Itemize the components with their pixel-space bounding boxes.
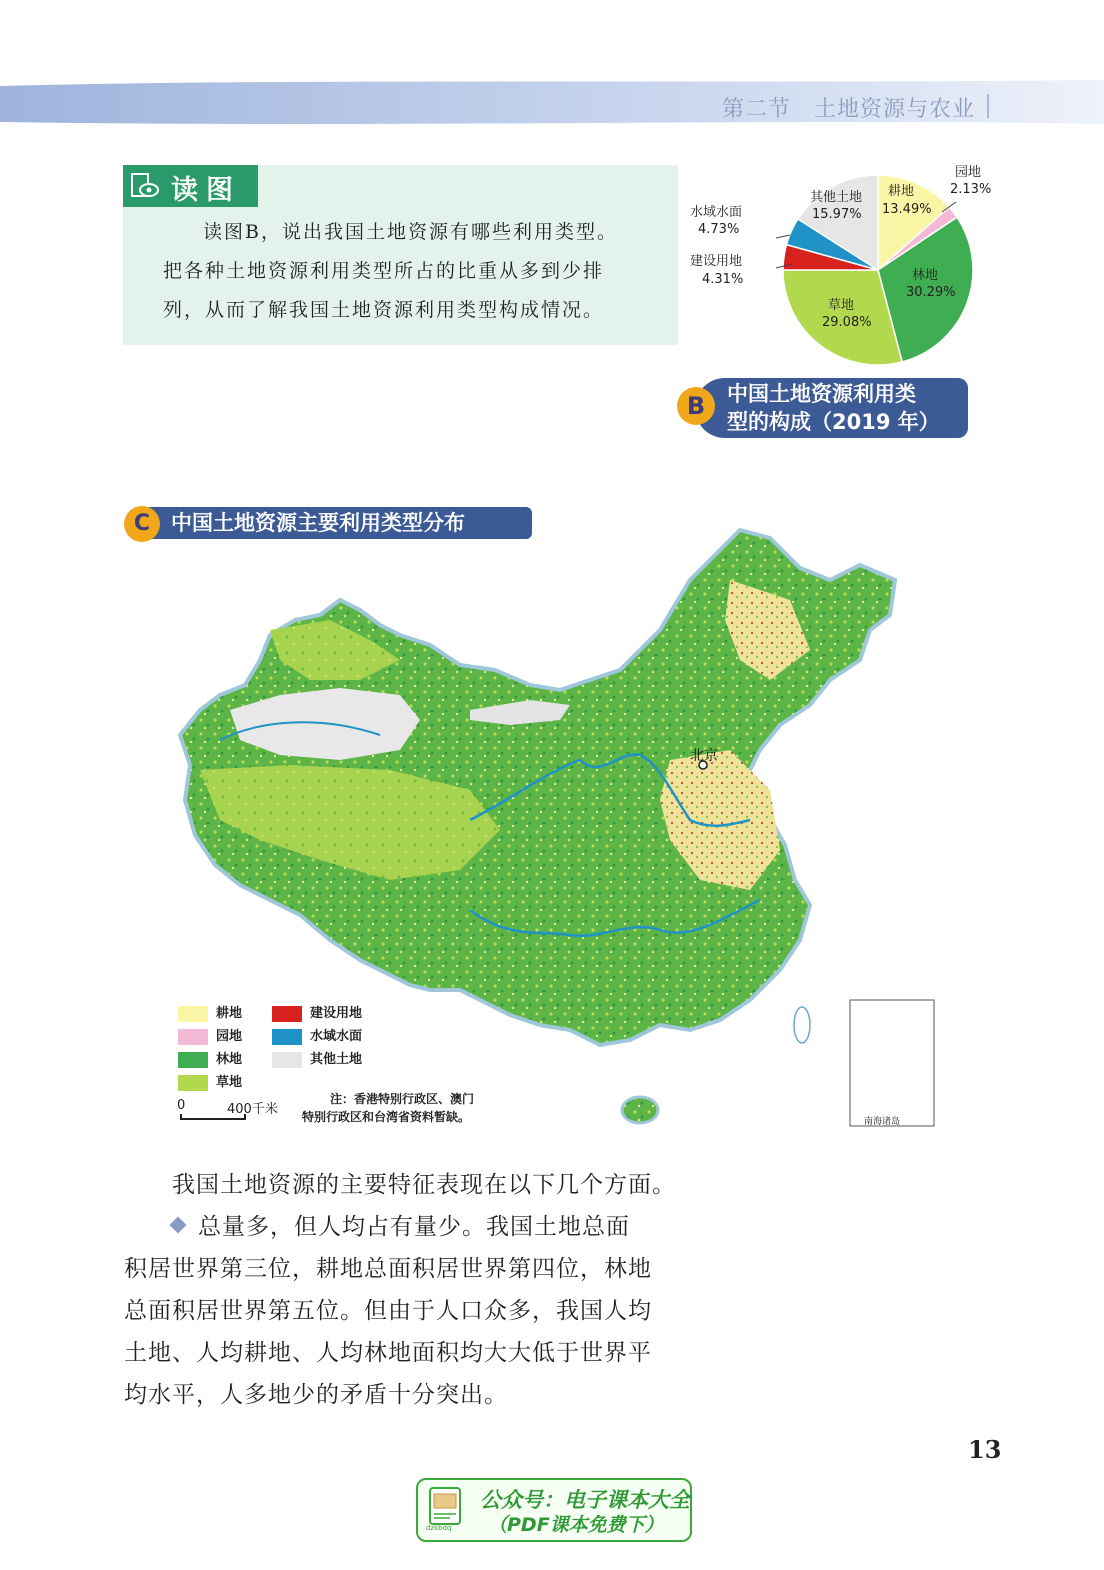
- pie-label-grass-value: 29.08%: [822, 315, 872, 330]
- read-instruction-line: 把各种土地资源利用类型所占的比重从多到少排: [163, 260, 605, 282]
- legend-swatch: [178, 1006, 208, 1022]
- body-point-lead: [172, 1208, 630, 1241]
- body-line: 总面积居世界第五位。但由于人口众多，我国人均: [124, 1298, 652, 1324]
- pie-label-water-value: 4.73%: [698, 222, 740, 237]
- read-instruction-line: 列，从而了解我国土地资源利用类型构成情况。: [163, 299, 605, 321]
- figure-b-caption-line1: 中国土地资源利用类: [727, 382, 916, 406]
- figure-c-letter-badge: C: [124, 506, 160, 542]
- bullet-diamond-icon: [170, 1217, 187, 1234]
- pie-label-orchard-name: 园地: [955, 165, 982, 180]
- south-china-sea-inset: [850, 1000, 934, 1126]
- south-china-sea-label: 南海诸岛: [864, 1117, 901, 1127]
- body-line: 均水平，人多地少的矛盾十分突出。: [124, 1382, 508, 1408]
- legend-swatch: [272, 1006, 302, 1022]
- pie-label-construction-name: 建设用地: [690, 254, 743, 269]
- stamp-line1: 公众号：电子课本大全: [480, 1488, 690, 1512]
- legend-label: 园地: [216, 1029, 243, 1044]
- figure-b-letter-badge: B: [677, 387, 715, 425]
- body-point-lead-text: 总量多，但人均占有量少。我国土地总面: [198, 1214, 630, 1240]
- legend-label: 其他土地: [310, 1052, 363, 1067]
- pie-leader-line-1: [776, 235, 790, 238]
- legend-swatch: [272, 1052, 302, 1068]
- page-number: 13: [968, 1435, 1002, 1464]
- land-use-pie-chart: [690, 160, 1000, 380]
- pie-label-forest-value: 30.29%: [906, 285, 956, 300]
- scale-distance-label: 400千米: [227, 1102, 278, 1117]
- map-note-line2: 特别行政区和台湾省资料暂缺。: [302, 1110, 471, 1124]
- stamp-line2: （PDF课本免费下）: [488, 1514, 664, 1536]
- map-scale-bar: [177, 1098, 287, 1122]
- scale-bar-line: [180, 1114, 246, 1120]
- body-line: 积居世界第三位，耕地总面积居世界第四位，林地: [124, 1256, 652, 1282]
- pie-label-other-value: 15.97%: [812, 207, 862, 222]
- pie-label-cropland-name: 耕地: [888, 184, 915, 199]
- legend-item-grassland: [178, 1073, 288, 1095]
- legend-label: 建设用地: [310, 1006, 363, 1021]
- body-line: 土地、人均耕地、人均林地面积均大大低于世界平: [124, 1340, 652, 1366]
- hainan-island: [622, 1097, 658, 1123]
- body-intro: 我国土地资源的主要特征表现在以下几个方面。: [172, 1172, 676, 1198]
- pie-label-water-name: 水域水面: [690, 205, 743, 220]
- legend-swatch: [178, 1052, 208, 1068]
- legend-swatch: [272, 1029, 302, 1045]
- wechat-account-stamp: [416, 1478, 692, 1542]
- legend-item-construction: [272, 1004, 382, 1026]
- eye-book-icon: [131, 173, 159, 199]
- pie-label-grass-name: 草地: [828, 298, 855, 313]
- taiwan-island: [794, 1007, 810, 1043]
- map-note: [302, 1090, 474, 1126]
- header-divider: [987, 94, 989, 118]
- legend-item-water: [272, 1027, 382, 1049]
- read-instruction-line: 读图B，说出我国土地资源有哪些利用类型。: [203, 221, 618, 243]
- pie-label-forest-name: 林地: [912, 268, 939, 283]
- stamp-icon-text: dzkbdq: [426, 1524, 452, 1532]
- beijing-label: 北京: [690, 748, 718, 764]
- figure-b-caption-line2: 型的构成（2019 年）: [727, 410, 940, 434]
- figure-c-caption-text: 中国土地资源主要利用类型分布: [171, 511, 465, 535]
- pie-label-other-name: 其他土地: [810, 190, 863, 205]
- legend-label: 草地: [216, 1075, 243, 1090]
- pie-label-orchard-value: 2.13%: [950, 182, 992, 197]
- legend-label: 耕地: [216, 1006, 243, 1021]
- legend-label: 水域水面: [310, 1029, 363, 1044]
- scale-zero-label: 0: [177, 1098, 186, 1113]
- read-figure-box: [123, 165, 678, 345]
- read-tag: [123, 165, 258, 207]
- legend-label: 林地: [216, 1052, 243, 1067]
- chapter-section-title: 第二节 土地资源与农业: [722, 97, 976, 122]
- legend-swatch: [178, 1075, 208, 1091]
- legend-item-other: [272, 1050, 382, 1072]
- pie-label-construction-value: 4.31%: [702, 272, 744, 287]
- figure-b-caption: [695, 378, 968, 438]
- figure-b-caption-text: [727, 380, 940, 436]
- read-tag-label: 读图: [171, 175, 241, 206]
- legend-swatch: [178, 1029, 208, 1045]
- map-note-line1: 注：香港特别行政区、澳门: [330, 1092, 475, 1106]
- pie-label-cropland-value: 13.49%: [882, 202, 932, 217]
